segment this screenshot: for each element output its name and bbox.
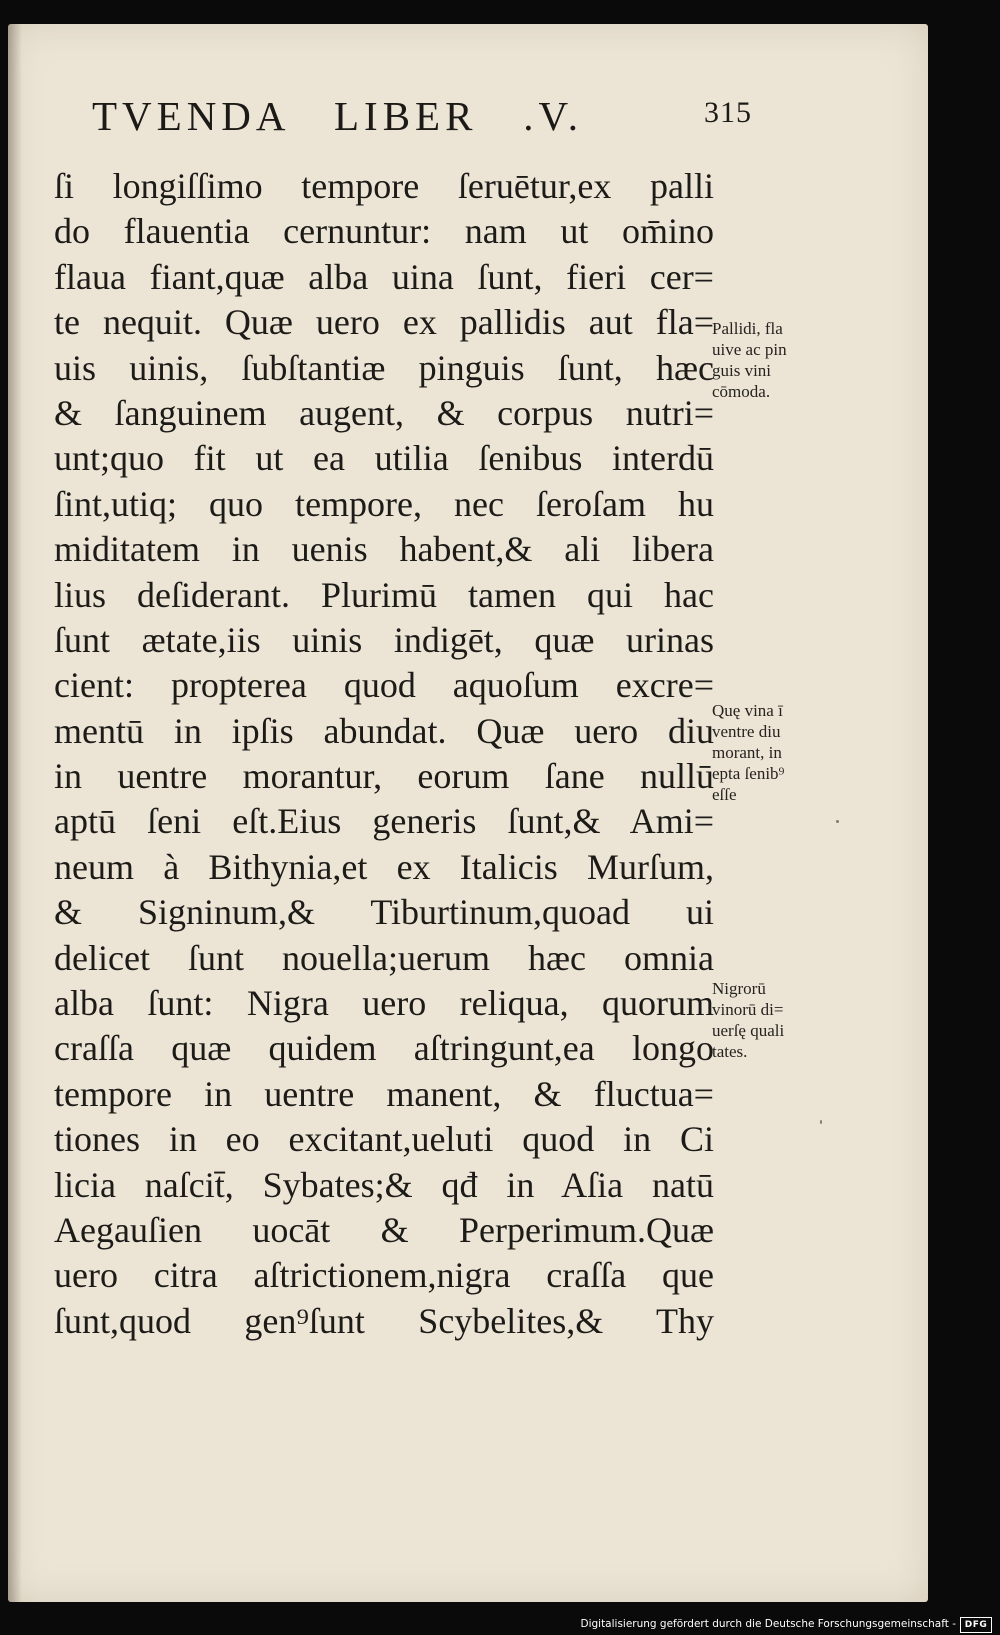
text-line: delicet ſunt nouella;uerum hæc omnia xyxy=(54,937,714,978)
text-line: ſunt,quod gen⁹ſunt Scybelites,& Thy xyxy=(54,1300,714,1341)
marginal-note-line: eſſe xyxy=(712,785,737,804)
paper-speck xyxy=(820,1120,822,1124)
text-line: flaua fiant,quæ alba uina ſunt, fieri cer= xyxy=(54,256,714,297)
page-number: 315 xyxy=(704,96,752,129)
running-head-title: TVENDA LIBER .V. xyxy=(92,93,584,139)
marginal-note-line: ventre diu xyxy=(712,722,781,741)
marginal-note-line: Quę vina ī xyxy=(712,701,783,720)
main-text-block xyxy=(54,164,714,1344)
text-line: aptū ſeni eſt.Eius generis ſunt,& Ami= xyxy=(54,801,714,842)
marginal-note-line: uerſę quali xyxy=(712,1021,785,1040)
text-line: Aegauſien uocāt & Perperimum.Quæ xyxy=(54,1209,714,1250)
marginal-note-line: guis vini xyxy=(712,361,772,380)
text-line: & ſanguinem augent, & corpus nutri= xyxy=(54,392,714,433)
text-line: unt;quo fit ut ea utilia ſenibus interdū xyxy=(54,438,714,479)
marginal-note-line: tates. xyxy=(712,1042,748,1061)
text-line: uero citra aſtrictionem,nigra craſſa que xyxy=(54,1255,714,1296)
marginal-note-line: epta ſenib⁹ xyxy=(712,764,785,783)
text-line: ſi longiſſimo tempore ſeruētur,ex palli xyxy=(54,166,714,206)
marginal-note-line: cōmoda. xyxy=(712,382,771,401)
text-line: & Signinum,& Tiburtinum,quoad ui xyxy=(54,892,714,933)
page-gutter-shadow xyxy=(8,24,22,1602)
text-line: ſint,utiq; quo tempore, nec ſeroſam hu xyxy=(54,483,714,524)
running-head xyxy=(92,92,752,142)
marginal-note-line: Pallidi, fla xyxy=(712,319,783,338)
text-line: te nequit. Quæ uero ex pallidis aut fla= xyxy=(54,302,714,343)
text-line: mentū in ipſis abundat. Quæ uero diu xyxy=(54,710,714,751)
text-line: craſſa quæ quidem aſtringunt,ea longo xyxy=(54,1028,714,1069)
digitization-credit: Digitalisierung gefördert durch die Deutsche Forschungsgemeinschaft - xyxy=(580,1618,956,1630)
text-line: licia naſcit̄, Sybates;& qđ in Aſia natū xyxy=(54,1164,714,1205)
marginal-note-line: uive ac pin xyxy=(712,340,787,359)
paper-speck xyxy=(836,820,839,823)
text-line: cient: propterea quod aquoſum excre= xyxy=(54,665,714,706)
text-line: tempore in uentre manent, & fluctua= xyxy=(54,1073,714,1114)
marginal-note-pallidi xyxy=(712,318,862,402)
dfg-logo: DFG xyxy=(960,1617,992,1633)
text-line: uis uinis, ſubſtantiæ pinguis ſunt, hæc xyxy=(54,347,714,388)
text-line: lius deſiderant. Plurimū tamen qui hac xyxy=(54,574,714,615)
text-line: neum à Bithynia,et ex Italicis Murſum, xyxy=(54,846,714,887)
marginal-note-line: morant, in xyxy=(712,743,782,762)
text-line: tiones in eo excitant,ueluti quod in Ci xyxy=(54,1119,714,1160)
marginal-note-line: vinorū di= xyxy=(712,1000,784,1019)
text-line: in uentre morantur, eorum ſane nullū xyxy=(54,756,714,797)
text-line: miditatem in uenis habent,& ali libera xyxy=(54,529,714,570)
text-line: ſunt ætate,iis uinis indigēt, quæ urinas xyxy=(54,619,714,660)
text-line: alba ſunt: Nigra uero reliqua, quorum xyxy=(54,983,714,1024)
marginal-note-nigrorum xyxy=(712,978,862,1062)
marginal-note-vina-ventre xyxy=(712,700,862,805)
marginal-note-line: Nigrorū xyxy=(712,979,766,998)
text-line: do flauentia cernuntur: nam ut om̄ino xyxy=(54,211,714,252)
